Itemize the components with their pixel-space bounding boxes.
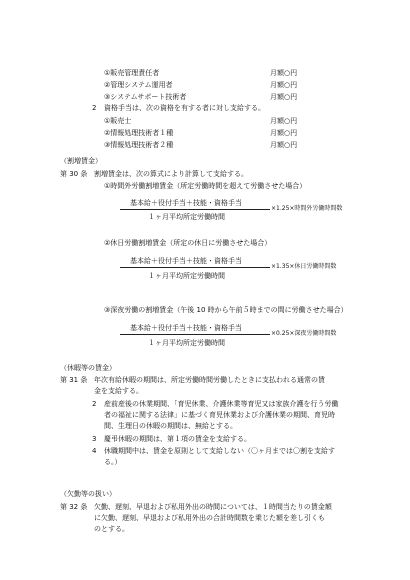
fraction-bar	[120, 209, 270, 210]
formula-denominator: １ヶ月平均所定労働時間	[148, 272, 225, 280]
section-heading: （欠勤等の扱い）	[60, 490, 116, 498]
formula-numerator: 基本給＋役付手当＋技能・資格手当	[130, 199, 242, 207]
list-item-label: ①販売管理責任者	[104, 69, 160, 77]
article-number: 第 30 条	[60, 170, 88, 178]
formula-denominator: １ヶ月平均所定労働時間	[148, 339, 225, 347]
list-item-label: ①販売士	[104, 117, 132, 125]
list-item-amount: 月額○円	[270, 117, 298, 125]
paragraph-text-line: 産前産後の休業期間、「育児休業、介護休業等育児又は家族介護を行う労働	[104, 400, 339, 408]
section-heading: （割増賃金）	[60, 157, 102, 165]
formula-title: ③深夜労働の割増賃金（午後 10 時から午前５時までの間に労働させた場合）	[104, 306, 348, 314]
article-text-line: 欠勤、遅刻、早退および私用外出の時間については、１時間当たりの賃金額	[94, 503, 332, 511]
list-item-amount: 月額○円	[270, 93, 298, 101]
fraction-bar	[120, 334, 270, 335]
paragraph-number: 3	[92, 435, 97, 443]
formula-title: ①時間外労働割増賃金（所定労働時間を超えて労働させた場合）	[104, 182, 307, 190]
article-text-line: に欠勤、遅刻、早退および私用外出の合計時間数を乗じた額を差し引くも	[94, 514, 325, 522]
article-text-line: 金を支給する。	[94, 387, 143, 395]
list-item-label: ②管理システム運用者	[104, 81, 173, 89]
list-item-label: ③情報処理技術者２種	[104, 141, 174, 149]
section-heading: （休暇等の賃金）	[60, 364, 116, 372]
paragraph-text-line: 者の福祉に関する法律」に基づく育児休業および介護休業の期間、育児時	[104, 411, 335, 419]
article-text-line: 年次有給休暇の期間は、所定労働時間労働したときに支払われる通常の賃	[94, 376, 325, 384]
fraction-bar	[120, 267, 270, 268]
list-item-amount: 月額○円	[270, 129, 298, 137]
article-number: 第 32 条	[60, 503, 88, 511]
formula-numerator: 基本給＋役付手当＋技能・資格手当	[130, 257, 242, 265]
paragraph-number: 2	[92, 104, 97, 112]
paragraph-text-line: る。）	[104, 458, 122, 466]
list-item-amount: 月額○円	[270, 81, 298, 89]
formula-tail: ×0.25×深夜労働時間数	[271, 330, 337, 337]
list-item-label: ②情報処理技術者１種	[104, 129, 174, 137]
article-text: 割増賃金は、次の算式により計算して支給する。	[94, 170, 248, 178]
formula-numerator: 基本給＋役付手当＋技能・資格手当	[130, 324, 242, 332]
formula-title: ②休日労働割増賃金（所定の休日に労働させた場合）	[104, 239, 272, 247]
paragraph-number: 2	[92, 400, 97, 408]
formula-tail: ×1.25×時間外労働時間数	[271, 205, 343, 212]
paragraph-text: 慶弔休暇の期間は、第１項の賃金を支給する。	[104, 435, 251, 443]
list-item-amount: 月額○円	[270, 69, 298, 77]
paragraph-text-line: 間、生理日の休暇の期間は、無給とする。	[104, 422, 237, 430]
paragraph-number: 4	[92, 447, 97, 455]
article-number: 第 31 条	[60, 376, 88, 384]
list-item-label: ③システムサポート技術者	[104, 93, 187, 101]
formula-denominator: １ヶ月平均所定労働時間	[148, 213, 225, 221]
paragraph-text: 資格手当は、次の資格を有する者に対し支給する。	[104, 104, 265, 112]
paragraph-text-line: 休職期間中は、賃金を原則として支給しない（〇ヶ月までは〇割を支給す	[104, 447, 335, 455]
formula-tail: ×1.35×休日労働時間数	[271, 263, 337, 270]
list-item-amount: 月額○円	[270, 141, 298, 149]
article-text-line: のとする。	[94, 525, 129, 533]
